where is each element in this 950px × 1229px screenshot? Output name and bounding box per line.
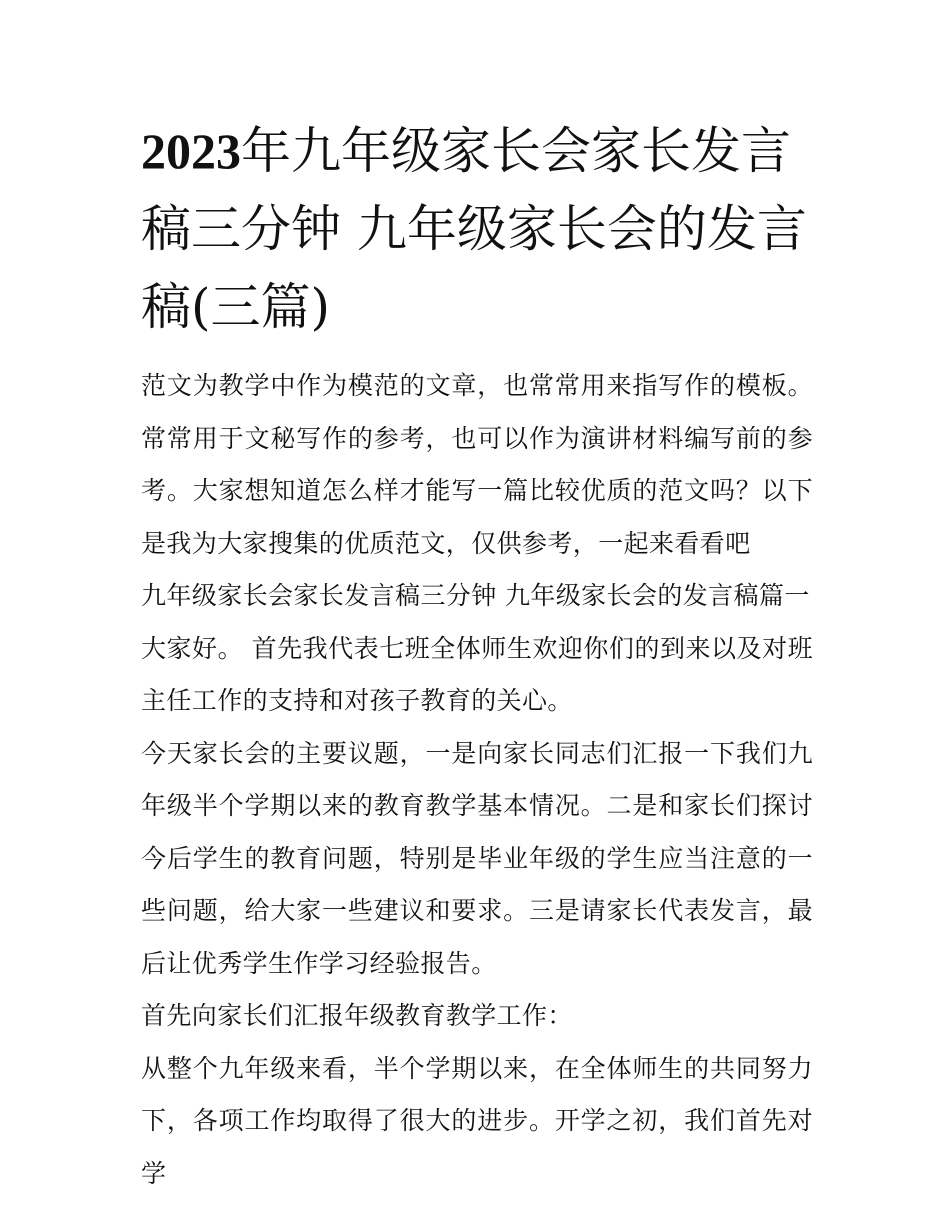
- title-text: 年九年级家长会家长发言稿三分钟 九年级家长会的发言稿(三篇): [141, 122, 807, 336]
- paragraph-greeting: 大家好。 首先我代表七班全体师生欢迎你们的到来以及对班主任工作的支持和对孩子教育的关心。: [141, 633, 813, 715]
- paragraph-section-heading: 九年级家长会家长发言稿三分钟 九年级家长会的发言稿篇一: [141, 581, 810, 610]
- paragraph-report-lead: 首先向家长们汇报年级教育教学工作：: [141, 1001, 573, 1030]
- title-year: 2023: [141, 123, 241, 179]
- paragraph-agenda: 今天家长会的主要议题，一是向家长同志们汇报一下我们九年级半个学期以来的教育教学基本情况。二是和家长们探讨今后学生的教育问题，特别是毕业年级的学生应当注意的一些问题，给大家一些建议和要求。三是请家长代表发言，最后让优秀学生作学习经验报告。: [141, 738, 813, 978]
- document-page: [141, 112, 813, 1200]
- paragraph-overview: 从整个九年级来看，半个学期以来，在全体师生的共同努力下，各项工作均取得了很大的进步。开学之初，我们首先对学: [141, 1053, 813, 1188]
- document-title: [141, 112, 813, 346]
- paragraph-intro: 范文为教学中作为模范的文章，也常常用来指写作的模板。常常用于文秘写作的参考，也可以作为演讲材料编写前的参考。大家想知道怎么样才能写一篇比较优质的范文吗？以下是我为大家搜集的优质范文，仅供参考，一起来看看吧: [141, 371, 813, 558]
